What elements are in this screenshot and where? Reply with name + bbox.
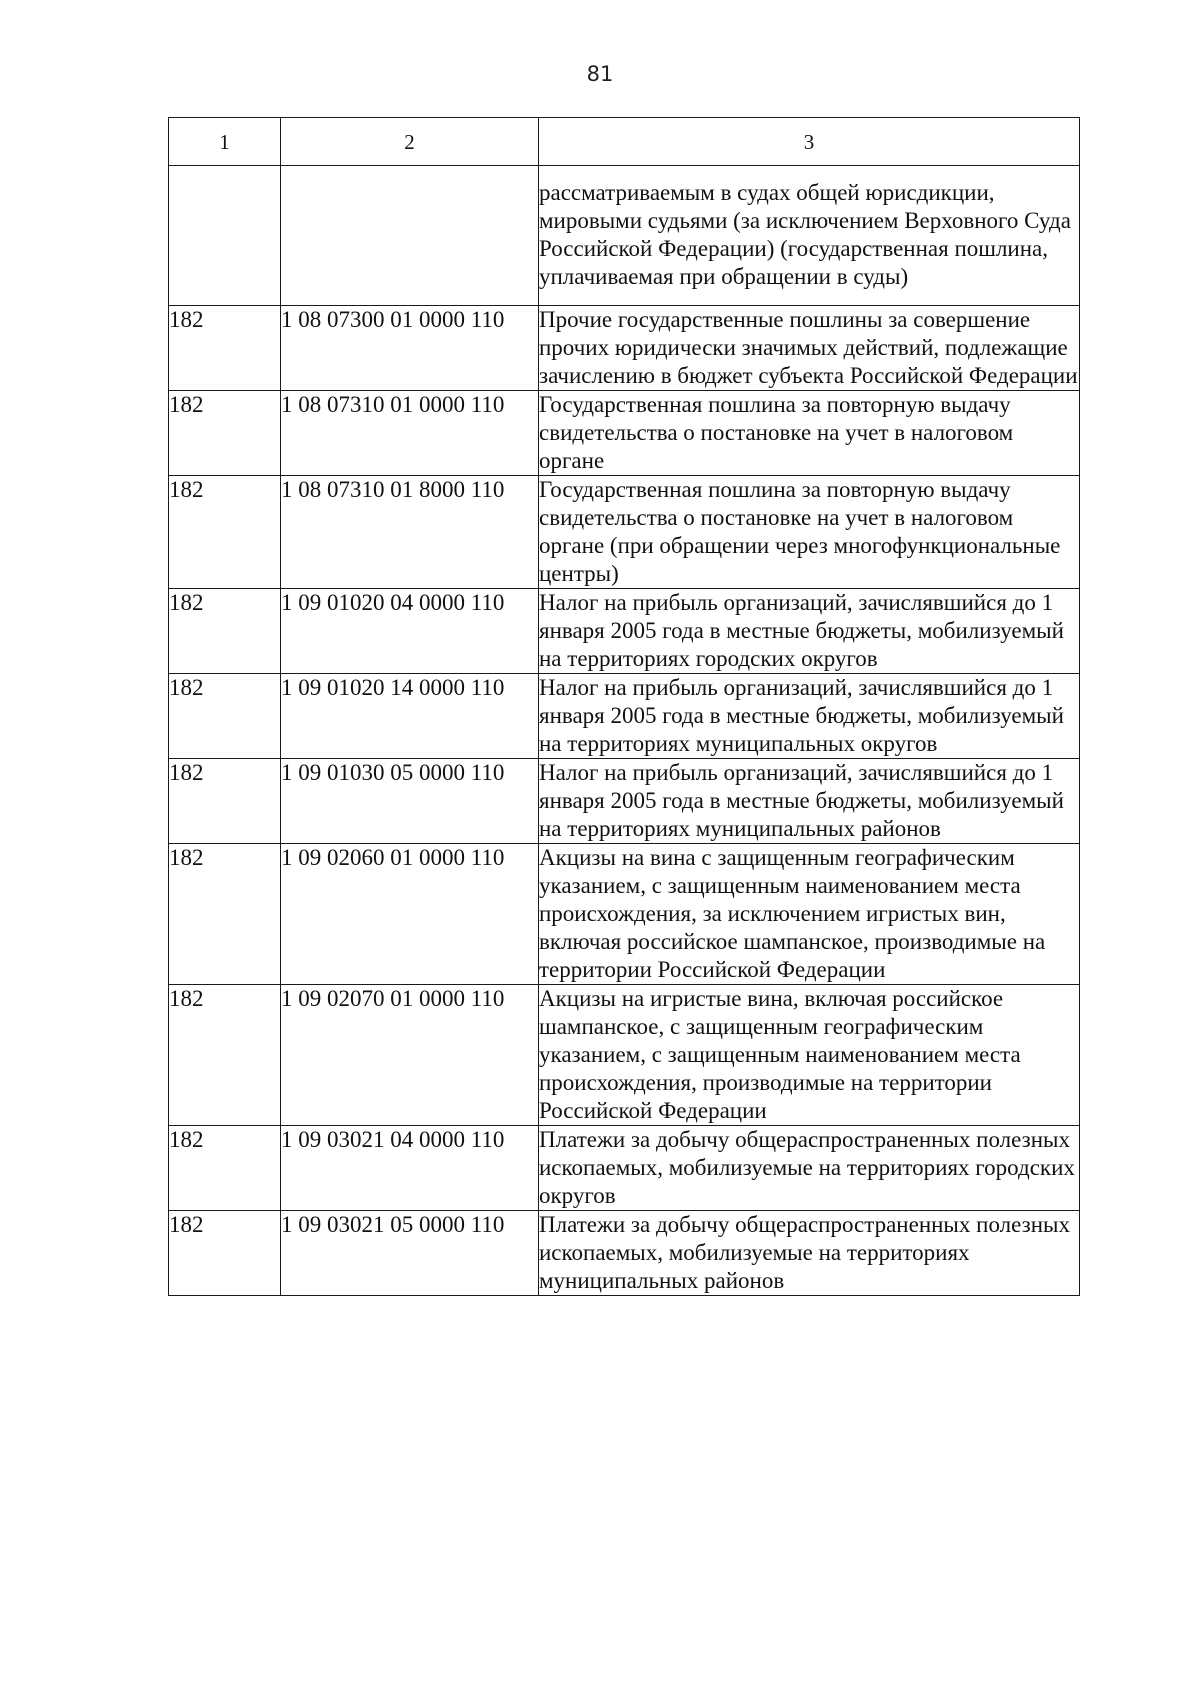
header-col-3: 3 xyxy=(539,118,1080,166)
budget-code-cell xyxy=(281,166,539,306)
description-cell: Платежи за добычу общераспространенных полезных ископаемых, мобилизуемые на территориях муниципальных районов xyxy=(539,1211,1080,1296)
admin-code-cell: 182 xyxy=(169,1211,281,1296)
description-cell: Государственная пошлина за повторную выдачу свидетельства о постановке на учет в налоговом органе xyxy=(539,391,1080,476)
description-cell: Налог на прибыль организаций, зачислявшийся до 1 января 2005 года в местные бюджеты, мобилизуемый на территориях городских округов xyxy=(539,589,1080,674)
revenue-codes-table xyxy=(168,117,1080,1296)
table-row xyxy=(169,306,1080,391)
page-number: 81 xyxy=(586,62,614,86)
admin-code-cell: 182 xyxy=(169,674,281,759)
table-row xyxy=(169,844,1080,985)
budget-code-cell: 1 09 02070 01 0000 110 xyxy=(281,985,539,1126)
header-row xyxy=(169,118,1080,166)
budget-code-cell: 1 08 07310 01 0000 110 xyxy=(281,391,539,476)
admin-code-cell: 182 xyxy=(169,306,281,391)
admin-code-cell: 182 xyxy=(169,1126,281,1211)
budget-code-cell: 1 09 01020 04 0000 110 xyxy=(281,589,539,674)
description-cell: Акцизы на вина с защищенным географическим указанием, с защищенным наименованием места происхождения, за исключением игристых вин, включая российское шампанское, производимые на территории Российской Федерации xyxy=(539,844,1080,985)
budget-code-cell: 1 09 03021 05 0000 110 xyxy=(281,1211,539,1296)
table-row xyxy=(169,985,1080,1126)
description-cell: Налог на прибыль организаций, зачислявшийся до 1 января 2005 года в местные бюджеты, мобилизуемый на территориях муниципальных округов xyxy=(539,674,1080,759)
admin-code-cell: 182 xyxy=(169,985,281,1126)
table-row xyxy=(169,166,1080,306)
header-col-1: 1 xyxy=(169,118,281,166)
description-cell: Прочие государственные пошлины за совершение прочих юридически значимых действий, подлежащие зачислению в бюджет субъекта Российской Федерации xyxy=(539,306,1080,391)
table-row xyxy=(169,1211,1080,1296)
description-cell: Налог на прибыль организаций, зачислявшийся до 1 января 2005 года в местные бюджеты, мобилизуемый на территориях муниципальных районов xyxy=(539,759,1080,844)
budget-code-cell: 1 08 07310 01 8000 110 xyxy=(281,476,539,589)
description-cell: Акцизы на игристые вина, включая российское шампанское, с защищенным географическим указанием, с защищенным наименованием места происхождения, производимые на территории Российской Федерации xyxy=(539,985,1080,1126)
admin-code-cell: 182 xyxy=(169,759,281,844)
admin-code-cell xyxy=(169,166,281,306)
table-row xyxy=(169,759,1080,844)
table-row xyxy=(169,1126,1080,1211)
admin-code-cell: 182 xyxy=(169,391,281,476)
budget-code-cell: 1 09 02060 01 0000 110 xyxy=(281,844,539,985)
admin-code-cell: 182 xyxy=(169,589,281,674)
budget-code-cell: 1 09 03021 04 0000 110 xyxy=(281,1126,539,1211)
table-row xyxy=(169,674,1080,759)
admin-code-cell: 182 xyxy=(169,476,281,589)
budget-code-cell: 1 09 01020 14 0000 110 xyxy=(281,674,539,759)
description-cell: Государственная пошлина за повторную выдачу свидетельства о постановке на учет в налоговом органе (при обращении через многофункциональные центры) xyxy=(539,476,1080,589)
budget-code-cell: 1 09 01030 05 0000 110 xyxy=(281,759,539,844)
table-row xyxy=(169,476,1080,589)
table-row xyxy=(169,589,1080,674)
budget-code-cell: 1 08 07300 01 0000 110 xyxy=(281,306,539,391)
table-row xyxy=(169,391,1080,476)
admin-code-cell: 182 xyxy=(169,844,281,985)
header-col-2: 2 xyxy=(281,118,539,166)
description-cell: рассматриваемым в судах общей юрисдикции, мировыми судьями (за исключением Верховного Суда Российской Федерации) (государственная пошлина, уплачиваемая при обращении в суды) xyxy=(539,166,1080,306)
description-cell: Платежи за добычу общераспространенных полезных ископаемых, мобилизуемые на территориях городских округов xyxy=(539,1126,1080,1211)
